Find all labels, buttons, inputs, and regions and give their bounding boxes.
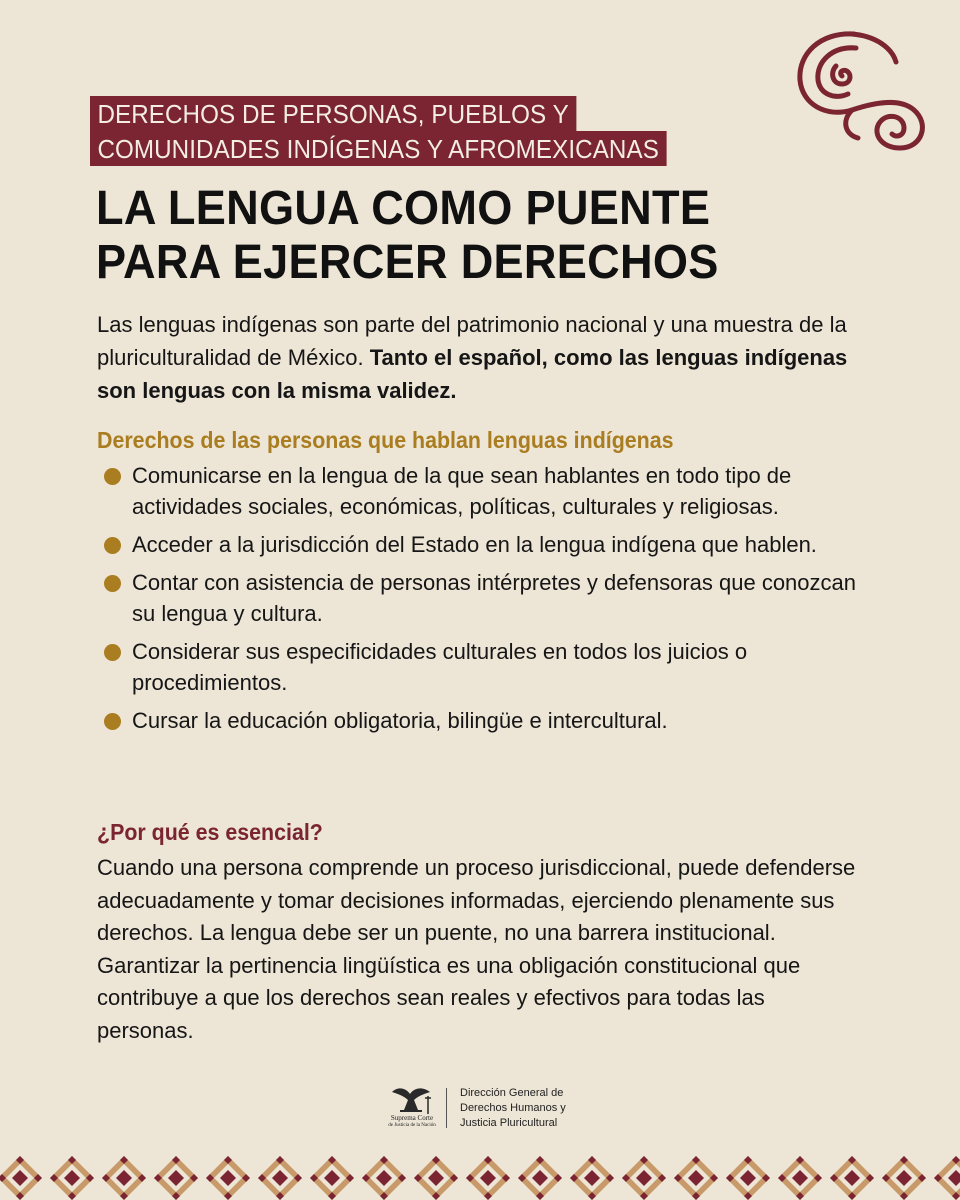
list-item-text: Acceder a la jurisdicción del Estado en la lengua indígena que hablen.: [132, 532, 817, 557]
dot-bullet-icon: [104, 713, 121, 730]
intro-emphasis: Tanto el español, como las lenguas indígenas son lenguas con la misma validez.: [97, 345, 848, 403]
list-item: [104, 567, 864, 629]
category-line-2: COMUNIDADES INDÍGENAS Y AFROMEXICANAS: [90, 131, 666, 166]
department-line-1: Dirección General de: [460, 1087, 564, 1099]
list-item: [104, 636, 864, 698]
swirl-logo-icon: [792, 28, 936, 154]
page-title: [96, 182, 896, 290]
dot-bullet-icon: [104, 644, 121, 661]
list-item-text: Contar con asistencia de personas intérpretes y defensoras que conozcan su lengua y cultura.: [132, 570, 856, 626]
department-line-3: Justicia Pluricultural: [460, 1117, 558, 1129]
list-item-text: Cursar la educación obligatoria, bilingüe e intercultural.: [132, 708, 668, 733]
essential-paragraph: Cuando una persona comprende un proceso jurisdiccional, puede defenderse adecuadamente y tomar decisiones informadas, ejerciendo plenamente sus derechos. La lengua debe ser un puente, no una barrera institucional. Garantizar la pertinencia lingüística es una obligación constitucional que contribuye a que los derechos sean reales y efectivos para todas las personas.: [97, 855, 856, 1043]
department-name: [460, 1086, 566, 1131]
title-line-1: LA LENGUA COMO PUENTE: [96, 182, 711, 235]
category-banner: [90, 96, 690, 166]
list-item: [104, 529, 864, 560]
intro-text: Las lenguas indígenas son parte del patrimonio nacional y una muestra de la pluriculturalidad de México.: [97, 312, 847, 370]
category-line-1: DERECHOS DE PERSONAS, PUEBLOS Y: [90, 96, 576, 131]
rights-list: [104, 460, 864, 743]
institution-name: [384, 1114, 440, 1130]
department-line-2: Derechos Humanos y: [460, 1102, 566, 1114]
dot-bullet-icon: [104, 537, 121, 554]
institution-line-1: Suprema Corte: [390, 1114, 434, 1122]
footer-logo: [384, 1084, 584, 1132]
dot-bullet-icon: [104, 575, 121, 592]
eagle-emblem-icon: [388, 1084, 434, 1116]
essential-heading: ¿Por qué es esencial?: [97, 819, 323, 845]
list-item-text: Comunicarse en la lengua de la que sean hablantes en todo tipo de actividades sociales, económicas, políticas, culturales y religiosas.: [132, 463, 792, 519]
list-item: [104, 705, 864, 736]
list-item: [104, 460, 864, 522]
list-item-text: Considerar sus especificidades culturales en todos los juicios o procedimientos.: [132, 639, 748, 695]
rights-heading: Derechos de las personas que hablan lenguas indígenas: [97, 427, 674, 453]
title-line-2: PARA EJERCER DERECHOS: [96, 236, 719, 289]
intro-paragraph: [97, 308, 877, 407]
footer-divider: [446, 1088, 447, 1128]
diamond-pattern-icon: [0, 1150, 960, 1200]
dot-bullet-icon: [104, 468, 121, 485]
institution-line-2: de Justicia de la Nación: [388, 1123, 436, 1128]
